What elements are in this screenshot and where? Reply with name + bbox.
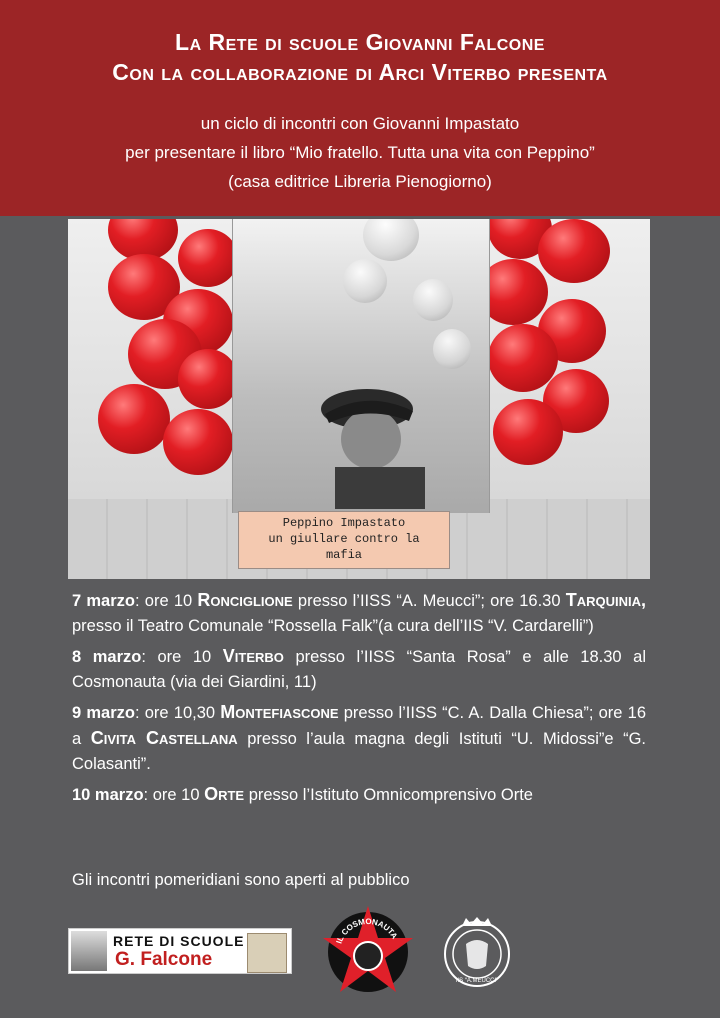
white-balloon (363, 219, 419, 261)
crown-icon (462, 917, 492, 926)
event-text: presso il Teatro Comunale “Rossella Falk”(a cura dell’IIS “V. Cardarelli”) (72, 617, 594, 635)
schedule (72, 588, 646, 813)
title-line-1: La Rete di scuole Giovanni Falcone (175, 29, 545, 55)
event-place: Tarquinia, (565, 590, 646, 610)
caption-line-2: un giullare contro la (268, 532, 420, 546)
logo-text-line-2: G. Falcone (115, 949, 213, 970)
event-text: : ore 10 (134, 592, 198, 610)
white-balloon (413, 279, 453, 321)
cosmonauta-text: IL COSMONAUTA (334, 916, 400, 945)
red-balloon (178, 229, 238, 287)
event-text: presso l’IISS “C. A. Dalla Chiesa”; ore 16 a (72, 704, 647, 748)
event-place: Montefiascone (220, 702, 339, 722)
astronaut-helmet-icon (354, 942, 382, 970)
event-date: 8 marzo (72, 648, 142, 666)
lions-crest-icon (466, 940, 488, 969)
header-banner (0, 0, 720, 216)
public-note: Gli incontri pomeridiani sono aperti al pubblico (72, 871, 410, 889)
white-balloon (343, 259, 387, 303)
meucci-logo (440, 914, 514, 988)
event-text: presso l’aula magna degli Istituti “U. Midossi”e “G. Colasanti”. (72, 730, 646, 773)
man-portrait (305, 369, 445, 509)
event-text: presso l’Istituto Omnicomprensivo Orte (244, 786, 533, 804)
event-text: presso l’IISS “A. Meucci”; ore 16.30 (292, 592, 566, 610)
rete-falcone-logo (68, 928, 292, 974)
red-balloon (493, 399, 563, 465)
book-cover-image (68, 219, 650, 579)
event-text: presso l’IISS “Santa Rosa” e alle 18.30 al Cosmonauta (via dei Giardini, 11) (72, 648, 646, 691)
red-balloon (178, 349, 238, 409)
meucci-text: IIS “A.MEUCCI” (455, 978, 499, 984)
subtitle-line-3: (casa editrice Libreria Pienogiorno) (228, 172, 492, 191)
event-place: Viterbo (222, 646, 284, 666)
red-balloon (163, 409, 233, 475)
schedule-item (72, 644, 646, 695)
event-place: Orte (204, 784, 245, 804)
event-text: : ore 10 (143, 786, 205, 804)
event-text: : ore 10,30 (134, 704, 221, 722)
title-line-2: Con la collaborazione di Arci Viterbo presenta (112, 59, 608, 85)
event-date: 10 marzo (72, 786, 144, 804)
white-balloon (433, 329, 471, 369)
red-balloon (98, 384, 170, 454)
caption-line-1: Peppino Impastato (282, 516, 406, 530)
tree-icon (247, 933, 287, 973)
event-date: 9 marzo (72, 704, 135, 722)
subtitle-line-2: per presentare il libro “Mio fratello. Tutta una vita con Peppino” (125, 143, 595, 162)
schedule-item (72, 782, 646, 808)
logo-text-line-1: RETE DI SCUOLE (113, 933, 245, 949)
event-text: : ore 10 (141, 648, 223, 666)
event-date: 7 marzo (72, 592, 135, 610)
falcone-portrait-icon (71, 931, 107, 971)
event-place: Ronciglione (197, 590, 293, 610)
schedule-item (72, 588, 646, 639)
schedule-item (72, 700, 646, 777)
cover-caption (238, 511, 450, 569)
caption-line-3: mafia (325, 548, 362, 562)
cosmonauta-logo (320, 904, 416, 1000)
red-balloon (488, 324, 558, 392)
red-balloon (538, 219, 610, 283)
event-place: Civita Castellana (90, 728, 238, 748)
cover-poster (232, 219, 490, 513)
subtitle-line-1: un ciclo di incontri con Giovanni Impastato (200, 114, 520, 133)
